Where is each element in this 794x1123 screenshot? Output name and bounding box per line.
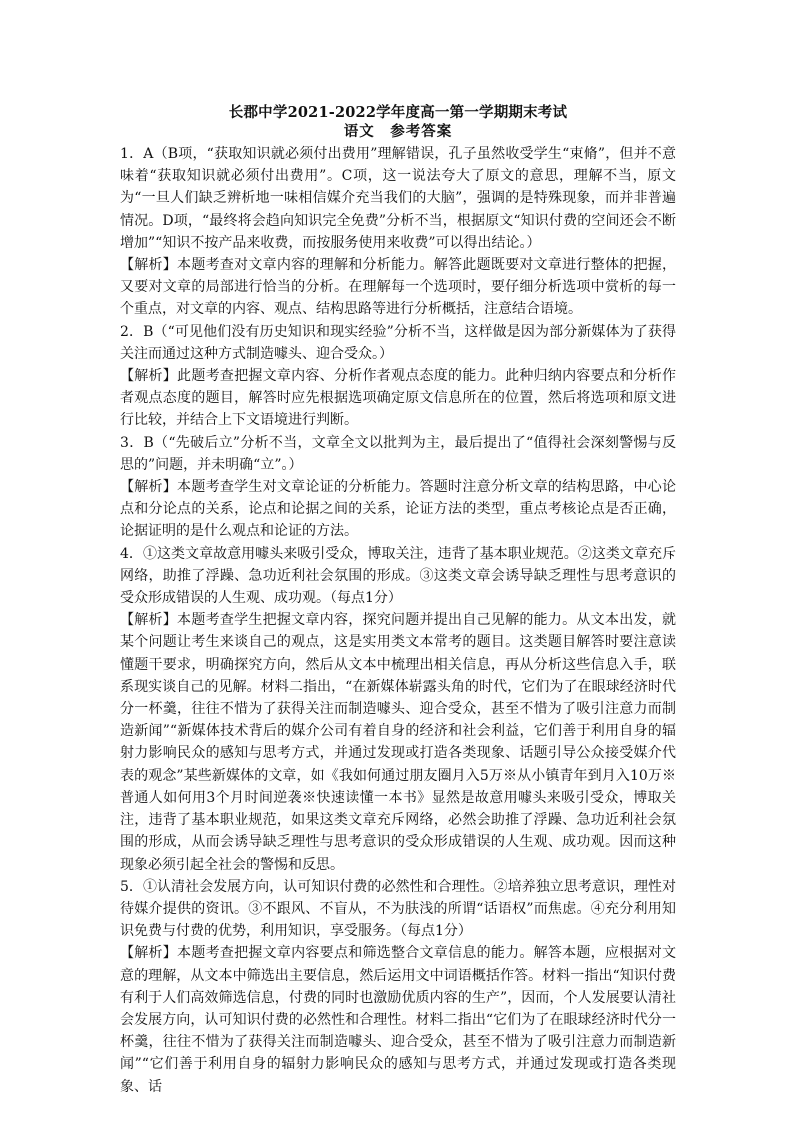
answer-1: 1．A（B项，“获取知识就必须付出费用”理解错误，孔子虽然收受学生“束脩”，但并不意味着“获取知识就必须付出费用”。C项，这一说法夸大了原文的意思，理解不当，原文为“一旦人们缺乏辨析地一味相信媒介充当我们的大脑”，强调的是特殊现象，而并非普遍情况。D项，“最终将会趋向知识完全免费”分析不当，根据原文“知识付费的空间还会不断增加”“知识不按产品来收费，而按服务使用来收费”可以得出结论。）	[120, 146, 676, 251]
answer-4: 4．①这类文章故意用噱头来吸引受众，博取关注，违背了基本职业规范。②这类文章充斥网络，助推了浮躁、急功近利社会氛围的形成。③这类文章会诱导缺乏理性与思考意识的受众形成错误的人生观、成功观。（每点1分）	[120, 545, 676, 607]
answer-3: 3．B（“先破后立”分析不当，文章全文以批判为主，最后提出了“值得社会深刻警惕与反思的”问题，并未明确“立”。）	[120, 434, 676, 473]
page-title: 长郡中学2021-2022学年度高一第一学期期末考试	[228, 104, 568, 121]
analysis-1: 【解析】本题考查对文章内容的理解和分析能力。解答此题既要对文章进行整体的把握，又要对文章的局部进行恰当的分析。在理解每一个选项时，要仔细分析选项中赏析的每一个重点，对文章的内容、观点、结构思路等进行分析概括，注意结合语境。	[120, 257, 676, 318]
analysis-5: 【解析】本题考查把握文章内容要点和筛选整合文章信息的能力。解答本题，应根据对文意的理解，从文本中筛选出主要信息，然后运用文中词语概括作答。材料一指出“知识付费有利于人们高效筛选信息，付费的同时也激励优质内容的生产”，因而，个人发展要认清社会发展方向，认可知识付费的必然性和合理性。材料二指出“它们为了在眼球经济时代分一杯羹，往往不惜为了获得关注而制造噱头、迎合受众，甚至不惜为了吸引注意力而制造新闻”“它们善于利用自身的辐射力影响民众的感知与思考方式，并通过发现或打造各类现象、话	[120, 945, 676, 1095]
answer-2: 2．B（“可见他们没有历史知识和现实经验”分析不当，这样做是因为部分新媒体为了获得关注而通过这种方式制造噱头、迎合受众。）	[120, 323, 676, 362]
analysis-3: 【解析】本题考查学生对文章论证的分析能力。答题时注意分析文章的结构思路，中心论点和分论点的关系，论点和论据之间的关系，论证方法的类型，重点考核论点是否正确，论据证明的是什么观点和论证的方法。	[120, 479, 676, 540]
page-subtitle: 语文 参考答案	[343, 123, 453, 140]
answer-5: 5．①认清社会发展方向，认可知识付费的必然性和合理性。②培养独立思考意识，理性对待媒介提供的资讯。③不跟风、不盲从，不为肤浅的所谓“话语权”而焦虑。④充分利用知识免费与付费的优势，利用知识，享受服务。（每点1分）	[120, 878, 676, 940]
analysis-2: 【解析】此题考查把握文章内容、分析作者观点态度的能力。此种归纳内容要点和分析作者观点态度的题目，解答时应先根据选项确定原文信息所在的位置，然后将选项和原文进行比较，并结合上下文语境进行判断。	[120, 368, 676, 429]
answer-sheet	[120, 103, 676, 1098]
analysis-4: 【解析】本题考查学生把握文章内容，探究问题并提出自己见解的能力。从文本出发，就某个问题让考生来谈自己的观点，这是实用类文本常考的题目。这类题目解答时要注意读懂题干要求，明确探究方向，然后从文本中梳理出相关信息，再从分析这些信息入手，联系现实谈自己的见解。材料二指出，“在新媒体崭露头角的时代，它们为了在眼球经济时代分一杯羹，往往不惜为了获得关注而制造噱头、迎合受众，甚至不惜为了吸引注意力而制造新闻”“新媒体技术背后的媒介公司有着自身的经济和社会利益，它们善于利用自身的辐射力影响民众的感知与思考方式，并通过发现或打造各类现象、话题引导公众接受媒介代表的观念”某些新媒体的文章，如《我如何通过朋友圈月入5万※从小镇青年到月入10万※普通人如何用3个月时间逆袭※快速读懂一本书》显然是故意用噱头来吸引受众，博取关注，违背了基本职业规范，如果这类文章充斥网络，必然会助推了浮躁、急功近利社会氛围的形成，从而会诱导缺乏理性与思考意识的受众形成错误的人生观、成功观。因而这种现象必须引起全社会的警惕和反思。	[120, 612, 676, 873]
